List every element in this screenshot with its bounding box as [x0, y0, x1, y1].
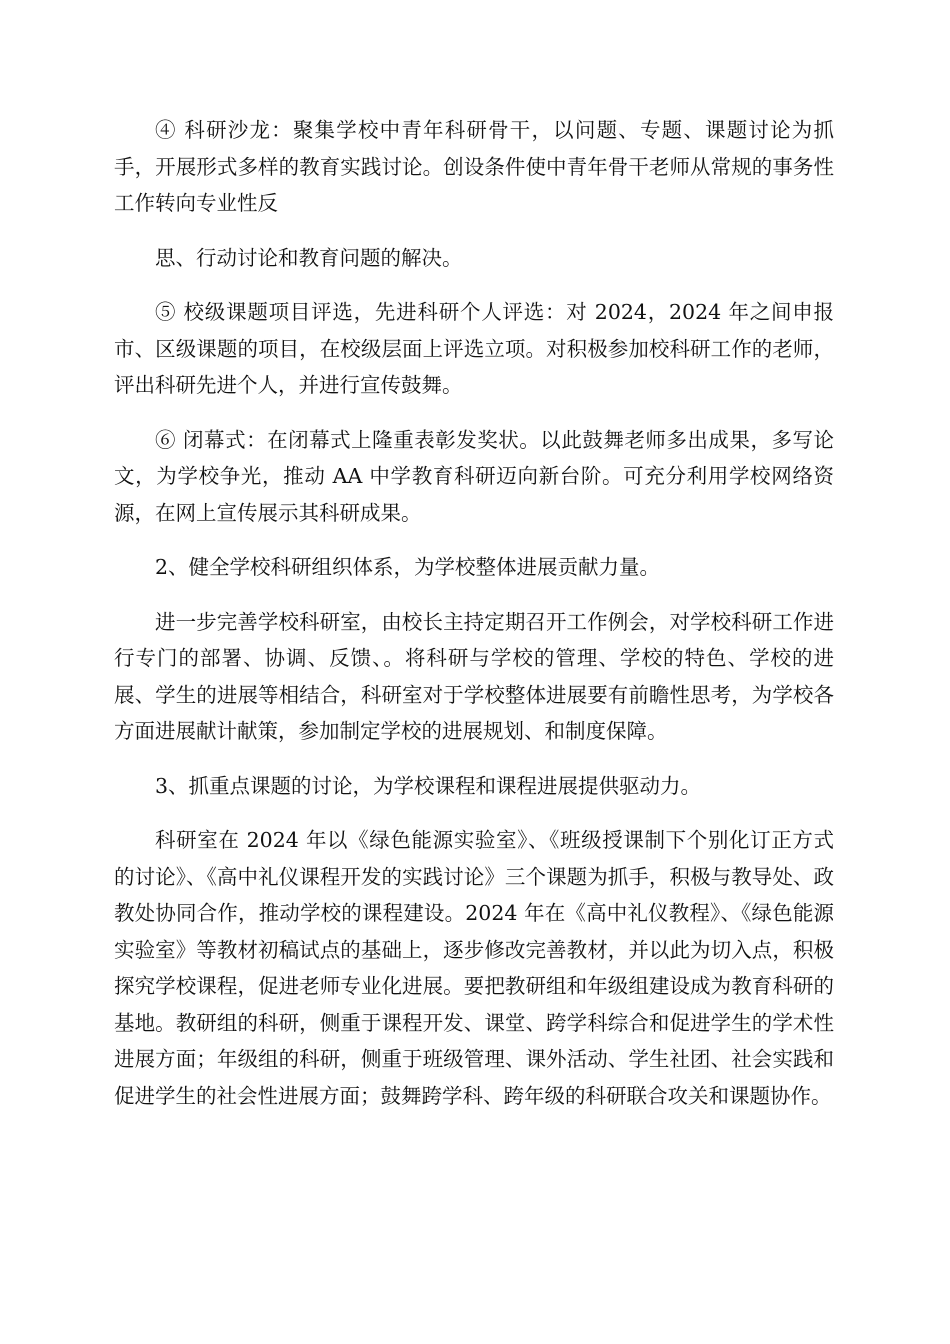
paragraph-project-selection: ⑤ 校级课题项目评选，先进科研个人评选：对 2024，2024 年之间申报市、区级课题的项目，在校级层面上评选立项。对积极参加校科研工作的老师，评出科研先进个人，并进行宣传鼓舞。: [114, 300, 834, 397]
document-body: [114, 112, 834, 1132]
paragraph-key-projects: 科研室在 2024 年以《绿色能源实验室》、《班级授课制下个别化订正方式的讨论》、《高中礼仪课程开发的实践讨论》三个课题为抓手，积极与教导处、政教处协同合作，推动学校的课程建设。2024 年在《高中礼仪教程》、《绿色能源实验室》等教材初稿试点的基础上，逐步修改完善教材，并以此为切入点，积极探究学校课程，促进老师专业化进展。要把教研组和年级组建设成为教育科研的基地。教研组的科研，侧重于课程开发、课堂、跨学科综合和促进学生的学术性进展方面；年级组的科研，侧重于班级管理、课外活动、学生社团、社会实践和促进学生的社会性进展方面；鼓舞跨学科、跨年级的科研联合攻关和课题协作。: [114, 828, 834, 1108]
paragraph-closing-ceremony: ⑥ 闭幕式：在闭幕式上隆重表彰发奖状。以此鼓舞老师多出成果，多写论文，为学校争光，推动 AA 中学教育科研迈向新台阶。可充分利用学校网络资源，在网上宣传展示其科研成果。: [114, 427, 834, 525]
paragraph-salon-continued: 思、行动讨论和教育问题的解决。: [155, 245, 463, 270]
section-heading-2: 2、健全学校科研组织体系，为学校整体进展贡献力量。: [155, 555, 661, 579]
paragraph-research-office: 进一步完善学校科研室，由校长主持定期召开工作例会，对学校科研工作进行专门的部署、协调、反馈、。将科研与学校的管理、学校的特色、学校的进展、学生的进展等相结合，科研室对于学校整体进展要有前瞻性思考，为学校各方面进展献计献策，参加制定学校的进展规划、和制度保障。: [114, 609, 834, 743]
paragraph-salon: ④ 科研沙龙：聚集学校中青年科研骨干，以问题、专题、课题讨论为抓手，开展形式多样的教育实践讨论。创设条件使中青年骨干老师从常规的事务性工作转向专业性反: [114, 118, 834, 215]
section-heading-3: 3、抓重点课题的讨论，为学校课程和课程进展提供驱动力。: [155, 773, 702, 798]
